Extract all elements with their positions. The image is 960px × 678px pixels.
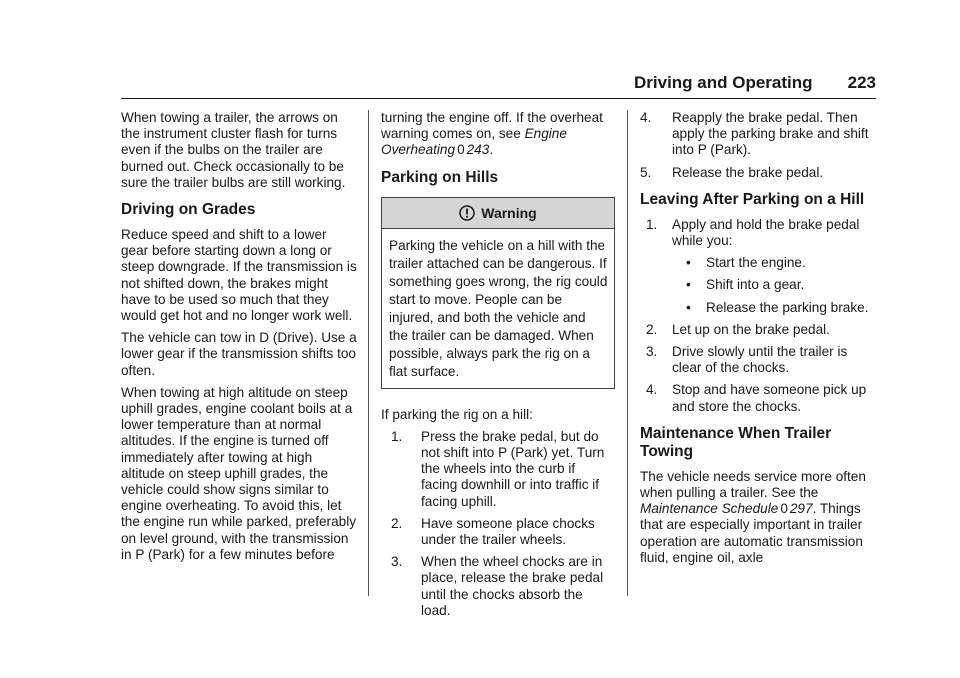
bullet-icon: • xyxy=(686,277,691,293)
list-item: 4. Stop and have someone pick up and store the chocks. xyxy=(646,382,867,414)
page-number: 223 xyxy=(847,73,876,92)
warning-box xyxy=(381,197,615,389)
list-item: 2. Let up on the brake pedal. xyxy=(646,321,830,337)
section-title: Driving and Operating xyxy=(634,73,813,92)
list-item: 4. Reapply the brake pedal. Then apply the parking brake and shift into P (Park). xyxy=(640,110,869,158)
steps-list-continued xyxy=(640,110,876,181)
warning-header xyxy=(382,198,614,229)
column-3 xyxy=(640,110,876,572)
bullet-icon: • xyxy=(686,255,691,271)
warning-icon xyxy=(459,205,475,221)
warning-title: Warning xyxy=(481,204,537,221)
leaving-steps-list-cont xyxy=(640,322,876,415)
heading-maintenance-trailer-towing: Maintenance When Trailer Towing xyxy=(640,424,832,460)
heading-leaving-after-parking: Leaving After Parking on a Hill xyxy=(640,190,865,208)
warning-body: Parking the vehicle on a hill with the trailer attached can be dangerous. If something goes wrong, the rig could start to move. People can be injured, and both the vehicle and the trailer can be damaged. When possible, always park the rig on a flat surface. xyxy=(389,237,608,379)
column-divider xyxy=(627,110,628,596)
page-ref-icon: 0 xyxy=(780,501,788,517)
bullet-icon: • xyxy=(686,299,691,315)
cross-reference-link[interactable]: Maintenance Schedule 0 297 xyxy=(640,501,813,517)
leaving-steps-list xyxy=(640,217,876,249)
paragraph: When towing a trailer, the arrows on the instrument cluster flash for turns even if the bulbs on the trailer are burned out. Check occasionally to be sure the trailer bulbs are still working. xyxy=(121,110,346,190)
paragraph: turning the engine off. If the overheat warning comes on, see Engine Overheating 0 243. xyxy=(381,110,603,158)
heading-driving-on-grades: Driving on Grades xyxy=(121,201,256,219)
paragraph: Reduce speed and shift to a lower gear before starting down a long or steep downgrade. If the transmission is not shifted down, the brakes might have to be used so much that they would get hot and no longer work well. xyxy=(121,227,357,324)
list-item: 5. Release the brake pedal. xyxy=(640,164,824,180)
list-item: 1. Press the brake pedal, but do not shift into P (Park) yet. Turn the wheels into the curb if facing downhill or into traffic if facing uphill. xyxy=(391,428,605,509)
cross-reference-link[interactable]: Engine Overheating 0 243 xyxy=(381,126,567,158)
paragraph: The vehicle can tow in D (Drive). Use a lower gear if the transmission shifts too often. xyxy=(121,330,357,378)
bullet-item: • Shift into a gear. xyxy=(686,277,805,293)
column-1 xyxy=(121,110,357,569)
list-item: 3. Drive slowly until the trailer is clear of the chocks. xyxy=(646,344,848,376)
paragraph: The vehicle needs service more often when pulling a trailer. See the Maintenance Schedule 0 297. Things that are especially important in trailer operation are automatic transmission fluid, engine oil, axle xyxy=(640,468,866,565)
bullet-item: • Release the parking brake. xyxy=(686,299,869,315)
steps-list xyxy=(381,429,615,619)
page-header xyxy=(634,70,876,96)
column-divider xyxy=(368,110,369,596)
paragraph: When towing at high altitude on steep uphill grades, engine coolant boils at a lower temperature than at normal altitudes. If the engine is turned off immediately after towing at high altitude on steep uphill grades, the vehicle could show signs similar to engine overheating. To avoid this, let the engine run while parked, preferably on level ground, with the transmission in P (Park) for a few minutes before xyxy=(121,384,357,562)
header-rule xyxy=(121,98,876,99)
list-item: 2. Have someone place chocks under the trailer wheels. xyxy=(391,515,595,548)
column-2 xyxy=(381,110,615,625)
paragraph: If parking the rig on a hill: xyxy=(381,406,533,422)
list-item: 1. Apply and hold the brake pedal while you: xyxy=(646,216,860,249)
bullet-item: • Start the engine. xyxy=(686,255,806,271)
list-item: 3. When the wheel chocks are in place, release the brake pedal until the chocks absorb the load. xyxy=(391,554,604,618)
page-ref-icon: 0 xyxy=(457,142,465,158)
heading-parking-on-hills: Parking on Hills xyxy=(381,168,499,186)
